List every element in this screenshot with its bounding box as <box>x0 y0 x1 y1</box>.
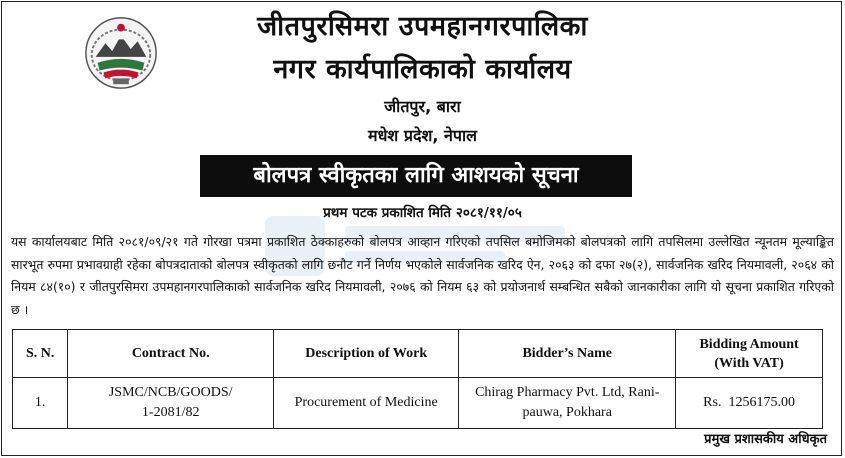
header-bidding-amount <box>676 330 823 378</box>
header-contract-no: Contract No. <box>68 330 274 378</box>
contract-no-line2: 1-2081/82 <box>141 405 200 420</box>
header-bidder-name: Bidder’s Name <box>459 330 676 378</box>
municipality-name: जीतपुरसिमरा उपमहानगरपालिका <box>257 11 588 42</box>
notice-title-banner: बोलपत्र स्वीकृतका लागि आशयको सूचना <box>200 155 632 197</box>
cell-sn: 1. <box>13 378 68 429</box>
amount-value: Rs. 1256175.00 <box>703 395 795 410</box>
bidder-line2: pauwa, Pokhara <box>522 405 612 420</box>
office-location: जीतपुर, बारा <box>384 97 461 116</box>
office-name: नगर कार्यपालिकाको कार्यालय <box>273 54 572 85</box>
table-header-row <box>13 330 823 378</box>
first-published-date: प्रथम पटक प्रकाशित मिति २०८१/११/०५ <box>323 205 522 221</box>
header-sn: S. N. <box>13 330 68 378</box>
header-amount-line2: (With VAT) <box>714 355 784 371</box>
bidder-line1: Chirag Pharmacy Pvt. Ltd, Rani- <box>475 385 660 400</box>
header-amount-line1: Bidding Amount <box>699 336 799 352</box>
bid-table <box>12 329 823 429</box>
cell-description: Procurement of Medicine <box>274 378 459 429</box>
cell-contract-no <box>68 378 274 429</box>
notice-body: यस कार्यालयबाट मिति २०८१/०९/२१ गते गोरखा पत्रमा प्रकाशित ठेक्काहरुको बोलपत्र आव्हान गरिएको तपसिल बमोजिमको बोलपत्रको लागि तपसिलमा उल्लेखित न्यूनतम मूल्याङ्कित सारभूत रुपमा प्रभावग्राही रहेका बोपत्रदाताको बोलपत्र स्वीकृतको लागि छनौट गर्ने निर्णय भएकोले सार्वजनिक खरिद ऐन, २०६३ को दफा २७(२), सार्वजनिक खरिद नियमावली, २०६४ को नियम ८४(१०) र जीतपुरसिमरा उपमहानगरपालिकाको सार्वजनिक खरिद नियमावली, २०७६ को नियम ६३ को प्रयोजनार्थ सम्बन्धित सबैको जानकारीका लागि यो सूचना प्रकाशित गरिएको छ । <box>11 234 834 317</box>
table-row <box>13 378 823 429</box>
cell-bidder-name <box>459 378 676 429</box>
cell-amount <box>676 378 823 429</box>
signatory-title: प्रमुख प्रशासकीय अधिकृत <box>704 432 827 447</box>
province-country: मधेश प्रदेश, नेपाल <box>368 126 477 145</box>
header-description: Description of Work <box>274 330 459 378</box>
contract-no-line1: JSMC/NCB/GOODS/ <box>108 385 233 400</box>
